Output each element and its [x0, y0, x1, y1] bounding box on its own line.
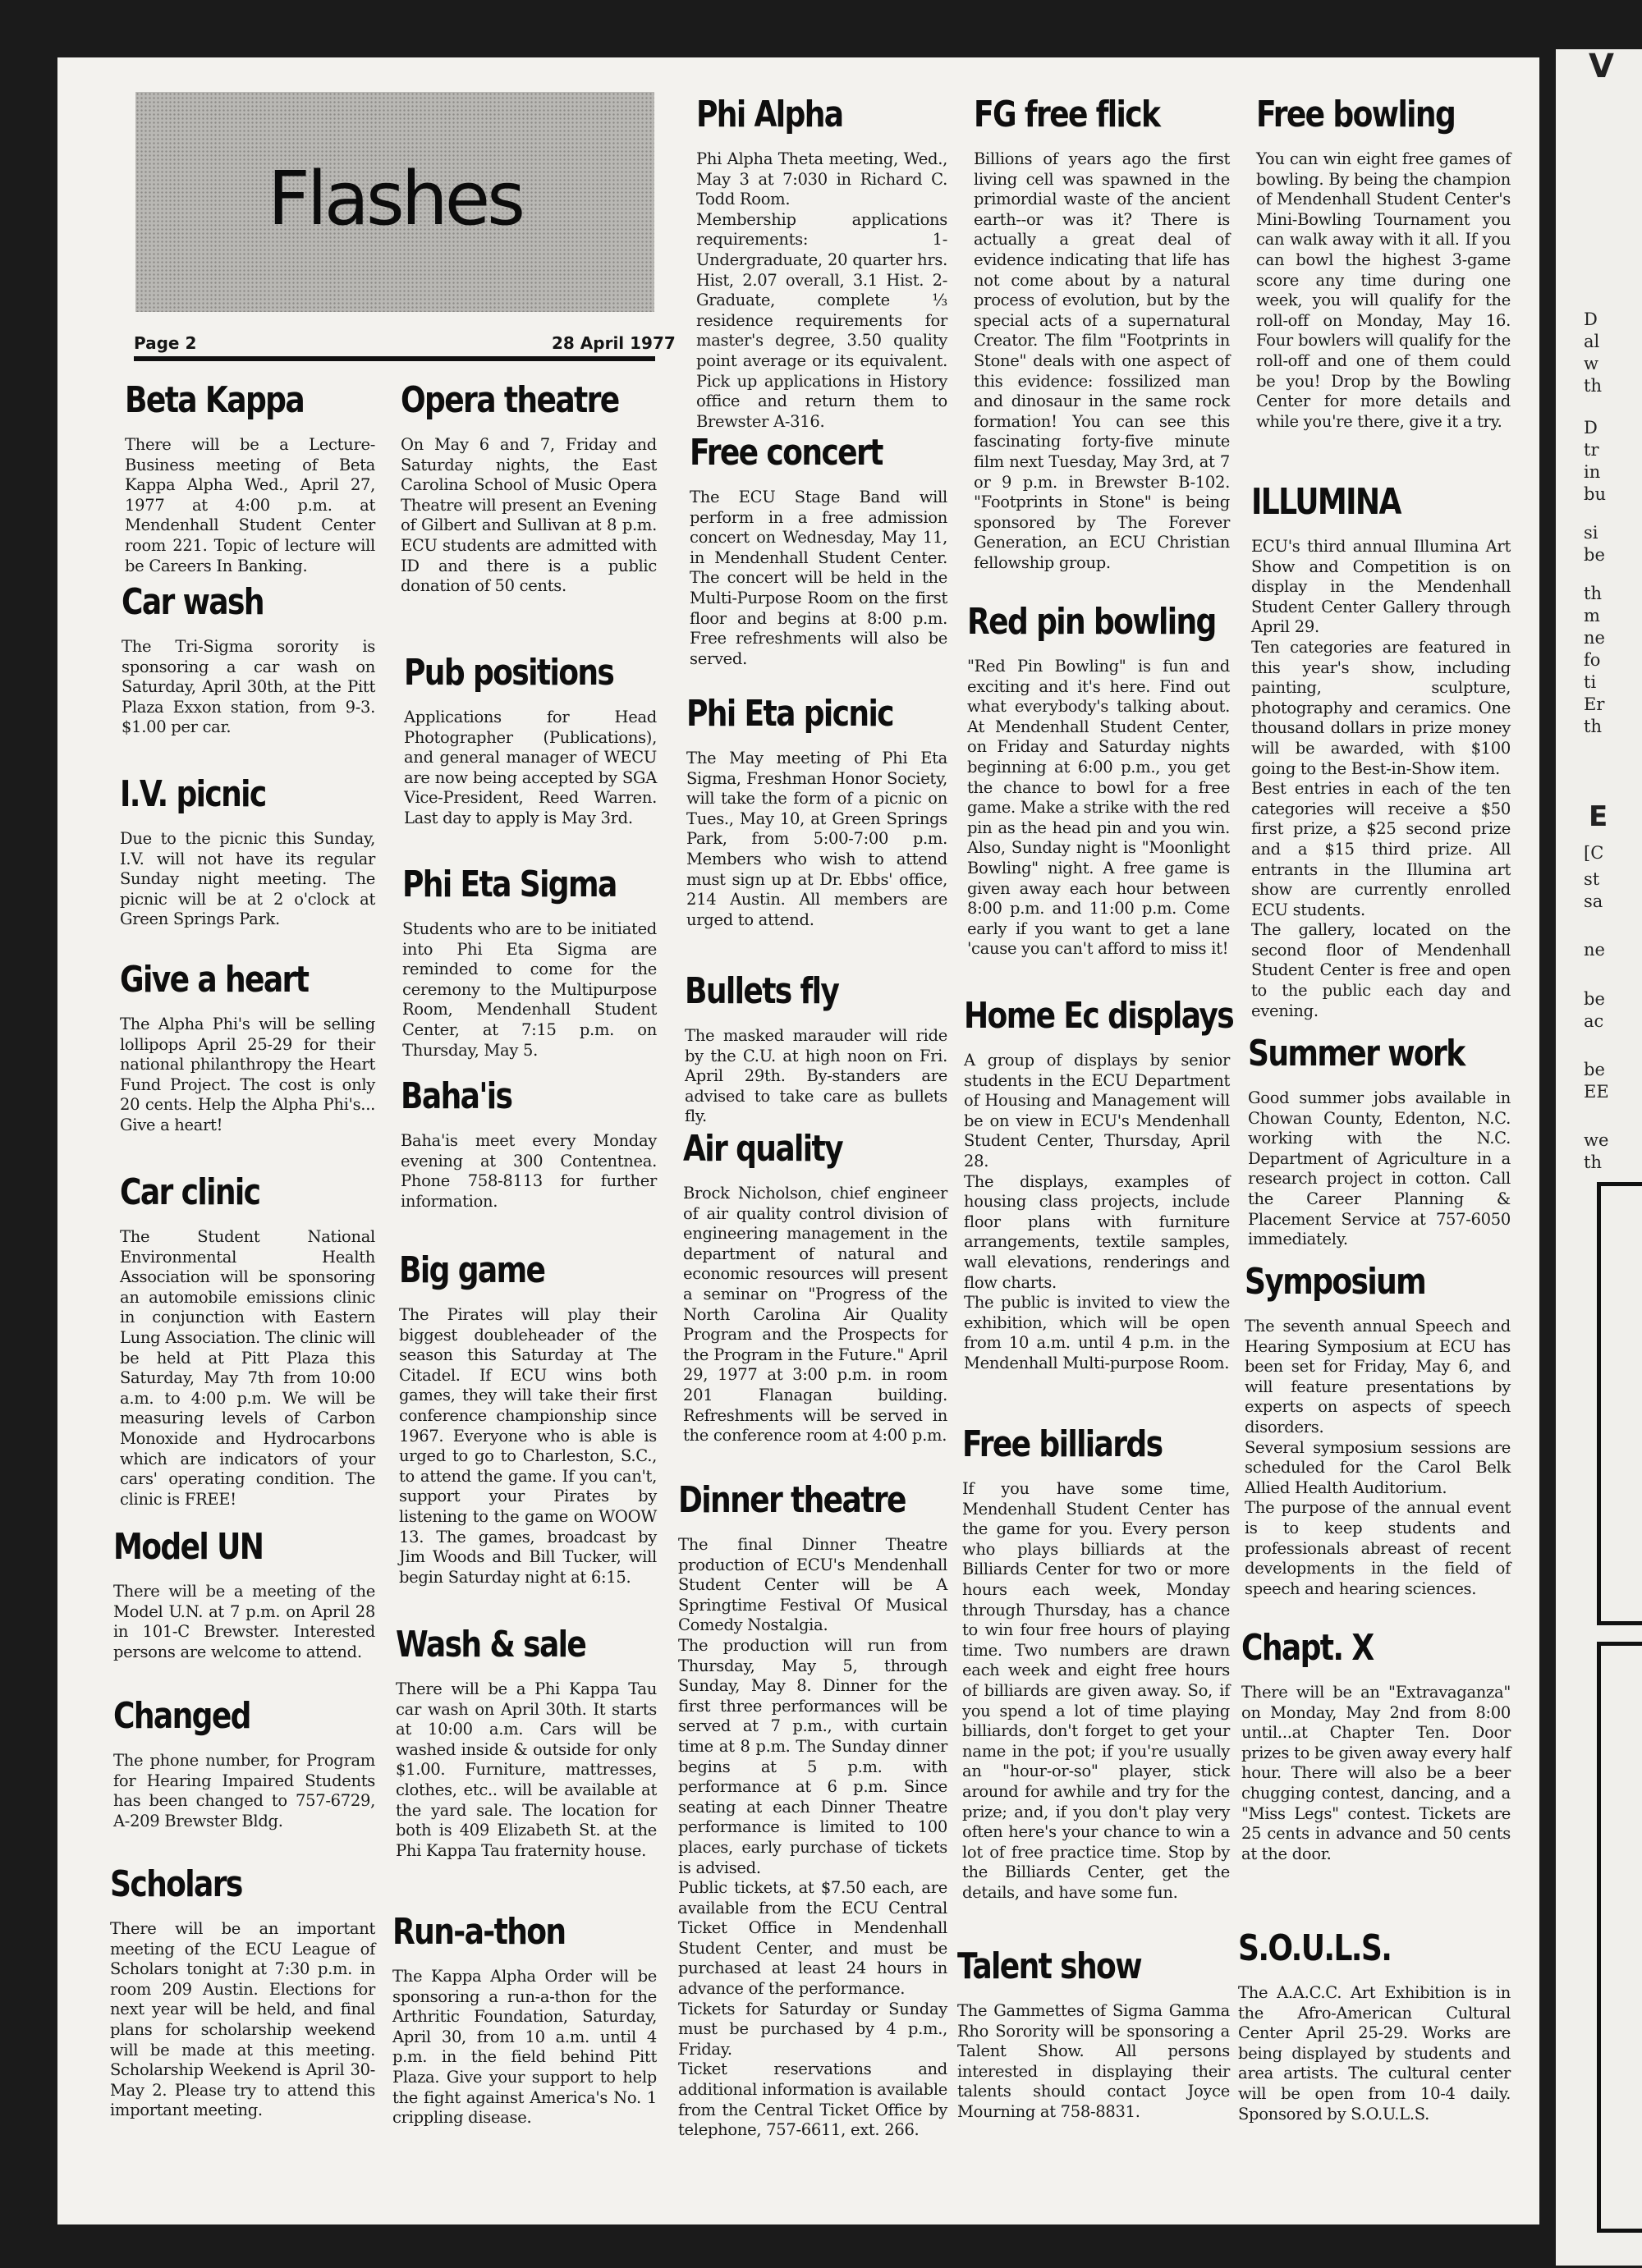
article-paragraph: There will be a meeting of the Model U.N. at 7 p.m. on April 28 in 101-C Brewster. Interested persons are welcome to attend.	[113, 1582, 375, 1661]
article-paragraph: Several symposium sessions are scheduled for the Carol Belk Allied Health Auditorium.	[1245, 1437, 1511, 1497]
article-paragraph: The production will run from Thursday, May 5, through Sunday, May 8. Dinner for the first three performances will be served at 7 p.m., with curtain time at 8 p.m. The Sunday dinner begins at 5 p.m. with performance at 6 p.m. Since seating at each Dinner Theatre performance is limited to 100 places, early purchase of tickets is advised.	[678, 1635, 947, 1877]
adjacent-frag: we	[1584, 1130, 1609, 1150]
article-heading: Talent show	[957, 1945, 1141, 1987]
article-heading: Pub positions	[404, 652, 614, 694]
article-paragraph: There will be a Lecture-Business meeting of Beta Kappa Alpha Wed., April 27, 1977 at 4:00 p.m. at Mendenhall Student Center room 221. Topic of lecture will be Careers In Banking.	[125, 435, 375, 575]
adjacent-frag: in	[1584, 462, 1601, 482]
adjacent-frag: si	[1584, 523, 1598, 543]
article-air-quality	[683, 1126, 947, 1446]
article-heading: Changed	[113, 1695, 250, 1737]
article-paragraph: The Tri-Sigma sorority is sponsoring a car wash on Saturday, April 30th, at the Pitt Plaza Exxon station, from 9-3. $1.00 per car.	[122, 637, 375, 737]
article-body	[404, 708, 657, 829]
article-paragraph: The Student National Environmental Health Association will be sponsoring an automobile emissions clinic in conjunction with Eastern Lung Association. The clinic will be held at Pitt Plaza this Saturday, May 7th from 10:00 a.m. to 4:00 p.m. We will be measuring levels of Carbon Monoxide and Hydrocarbons which are indicators of your cars' operating condition. The clinic is FREE!	[120, 1227, 375, 1509]
article-bullets-fly	[685, 969, 947, 1127]
adjacent-frag: tr	[1584, 440, 1599, 460]
article-heading: S.O.U.L.S.	[1238, 1927, 1392, 1969]
article-dinner-theatre	[678, 1478, 947, 2141]
article-heading: Scholars	[110, 1863, 242, 1905]
adjacent-frag: ne	[1584, 628, 1605, 648]
article-body	[392, 1967, 657, 2128]
article-body	[678, 1535, 947, 2141]
adjacent-frag: th	[1584, 717, 1602, 736]
article-heading: Symposium	[1245, 1261, 1426, 1303]
adjacent-frag: be	[1584, 989, 1605, 1009]
adjacent-frag: w	[1584, 354, 1598, 373]
article-body	[962, 1479, 1230, 1903]
article-paragraph: The public is invited to view the exhibition, which will be open from 10 a.m. until 4 p.m. in the Mendenhall Multi-purpose Room.	[964, 1293, 1230, 1372]
article-paragraph: The Alpha Phi's will be selling lollipops April 25-29 for their national philanthropy the Heart Fund Project. The cost is only 20 cents. Help the Alpha Phi's... Give a heart!	[120, 1015, 375, 1134]
article-body	[113, 1582, 375, 1662]
article-give-a-heart	[120, 957, 375, 1136]
article-paragraph: There will be an "Extravaganza" on Monday, May 2nd from 8:00 until...at Chapter Ten. Door prizes to be given away every half hour. There will also be a beer chugging contest, dancing, and a "Miss Legs" contest. Tickets are 25 cents in advance and 50 cents at the door.	[1241, 1683, 1511, 1863]
adjacent-frag: ac	[1584, 1011, 1604, 1031]
article-heading: Dinner theatre	[678, 1479, 906, 1521]
article-body	[120, 1227, 375, 1510]
article-body	[1256, 149, 1511, 432]
article-paragraph: ECU's third annual Illumina Art Show and Competition is on display in the Mendenhall Student Center Gallery through April 29.	[1251, 537, 1511, 637]
article-heading: Home Ec displays	[964, 995, 1234, 1037]
page-number: Page 2	[134, 333, 197, 353]
article-free-concert	[690, 430, 947, 669]
article-car-clinic	[120, 1170, 375, 1510]
article-paragraph: The phone number, for Program for Hearing Impaired Students has been changed to 757-6729, A-209 Brewster Bldg.	[113, 1751, 375, 1830]
article-body	[683, 1184, 947, 1446]
article-heading: Beta Kappa	[125, 379, 305, 421]
article-opera-theatre	[401, 378, 657, 597]
article-paragraph: "Red Pin Bowling" is fun and exciting and it's here. Find out what everybody's talking about. At Mendenhall Student Center, on Friday and Saturday nights beginning at 6:00 p.m., you get the chance to bowl for a free game. Make a strike with the red pin as the head pin and you win. Also, Sunday night is "Moonlight Bowling" night. A free game is given away each hour between 8:00 p.m. and 11:00 p.m. Come early if you want to get a lane 'cause you can't afford to miss it!	[967, 657, 1230, 959]
article-paragraph: The seventh annual Speech and Hearing Symposium at ECU has been set for Friday, May 6, and will feature presentations by experts on aspects of speech disorders.	[1245, 1317, 1511, 1436]
adjacent-frag: [C	[1584, 843, 1604, 863]
article-bahais	[401, 1074, 657, 1212]
article-paragraph: Billions of years ago the first living cell was spawned in the primordial waste of the ancient earth--or was it? There is actually a great deal of evidence indicating that life has not come about by a natural process of evolution, but by the special acts of a supernatural Creator. The film "Footprints in Stone" deals with one aspect of this evidence: fossilized man and dinosaur in the same rock formation! You can see this fascinating forty-five minute film next Tuesday, May 3rd, at 7 or 9 p.m. in Brewster B-102. "Footprints in Stone" is being sponsored by The Forever Generation, an ECU Christian fellowship group.	[974, 149, 1230, 572]
article-body	[399, 1305, 657, 1588]
adjacent-box	[1597, 1642, 1642, 2233]
article-paragraph: Best entries in each of the ten categories will receive a $50 first prize, a $25 second prize and a $15 third prize. All entrants in the Illumina art show are currently enrolled ECU students.	[1251, 779, 1511, 919]
article-phi-alpha	[696, 92, 947, 432]
article-body	[401, 435, 657, 597]
article-model-un	[113, 1524, 375, 1662]
article-heading: Give a heart	[120, 959, 309, 1001]
article-body	[696, 149, 947, 432]
adjacent-frag: be	[1584, 1060, 1605, 1079]
article-paragraph: The ECU Stage Band will perform in a free admission concert on Wednesday, May 11, in Mendenhall Student Center. The concert will be held in the Multi-Purpose Room on the first floor and begins at 8:00 p.m. Free refreshments will also be served.	[690, 488, 947, 668]
article-heading: Phi Eta picnic	[686, 693, 893, 735]
article-changed	[113, 1693, 375, 1831]
article-paragraph: The masked marauder will ride by the C.U. at high noon on Fri. April 29th. By-standers are advised to take care as bullets fly.	[685, 1026, 947, 1126]
article-car-wash	[122, 580, 375, 738]
issue-date: 28 April 1977	[552, 333, 676, 353]
adjacent-frag: th	[1584, 1152, 1602, 1172]
article-heading: FG free flick	[974, 94, 1160, 135]
article-paragraph: Membership applications requirements: 1- Undergraduate, 20 quarter hrs. Hist, 2.07 overall, 3.1 Hist. 2-Graduate, complete ⅓ residence requirements for master's degree, 3.50 quality point average or its equivalent. Pick up applications in History office and return them to Brewster A-316.	[696, 209, 947, 431]
article-heading: I.V. picnic	[120, 773, 266, 815]
article-paragraph: The Gammettes of Sigma Gamma Rho Sorority will be sponsoring a Talent Show. All persons interested in displaying their talents should contact Joyce Mourning at 758-8831.	[957, 2001, 1230, 2121]
article-paragraph: The purpose of the annual event is to keep students and professionals abreast of recent developments in the field of speech and hearing sciences.	[1245, 1498, 1511, 1598]
article-heading: Summer work	[1248, 1033, 1465, 1074]
article-paragraph: On May 6 and 7, Friday and Saturday nights, the East Carolina School of Music Opera Theatre will present an Evening of Gilbert and Sullivan at 8 p.m. ECU students are admitted with ID and there is a public donation of 50 cents.	[401, 435, 657, 596]
article-symposium	[1245, 1259, 1511, 1599]
article-body	[957, 2001, 1230, 2123]
adjacent-frag: st	[1584, 869, 1600, 889]
article-heading: Model UN	[113, 1526, 264, 1568]
article-paragraph: Ticket reservations and additional information is available from the Central Ticket Office by telephone, 757-6611, ext. 266.	[678, 2060, 947, 2140]
article-phi-eta-sigma	[402, 862, 657, 1061]
article-paragraph: The displays, examples of housing class projects, include floor plans with furniture arrangements, textile samples, wall elevations, renderings and flow charts.	[964, 1171, 1230, 1292]
article-paragraph: Due to the picnic this Sunday, I.V. will not have its regular Sunday night meeting. The picnic will be at 2 o'clock at Green Springs Park.	[120, 829, 375, 929]
article-heading: Air quality	[683, 1128, 842, 1170]
article-pub-positions	[404, 650, 657, 829]
article-paragraph: If you have some time, Mendenhall Student Center has the game for you. Every person who plays billiards at the Billiards Center for two or more hours each week, Monday through Thursday, has a chance to win four free hours of playing time. Two numbers are drawn each week and eight free hours of billiards are given away. So, if you spend a lot of time playing billiards, don't forget to get your name in the pot; if you're usually an "hour-or-so" player, stick around for awhile and try for the prize; and, if you don't play very often here's your chance to win a lot of free practice time. Stop by the Billiards Center, get the details, and have some fun.	[962, 1479, 1230, 1902]
article-big-game	[399, 1248, 657, 1588]
adjacent-frag: E	[1589, 800, 1608, 833]
article-body	[967, 657, 1230, 960]
article-body	[120, 829, 375, 930]
article-summer-work	[1248, 1031, 1511, 1250]
article-paragraph: A group of displays by senior students in the ECU Department of Housing and Management will be on view in ECU's Mendenhall Student Center, Thursday, April 28.	[964, 1051, 1230, 1171]
article-heading: Car wash	[122, 581, 264, 623]
article-paragraph: Good summer jobs available in Chowan County, Edenton, N.C. working with the N.C. Department of Agriculture in a research project in cotton. Call the Career Planning & Placement Service at 757-6050 immediately.	[1248, 1088, 1511, 1249]
article-heading: Chapt. X	[1241, 1627, 1374, 1669]
article-beta-kappa	[125, 378, 375, 576]
article-body	[120, 1015, 375, 1136]
article-fg-free-flick	[974, 92, 1230, 573]
adjacent-head: V	[1589, 49, 1614, 85]
article-heading: Free bowling	[1256, 94, 1456, 135]
article-paragraph: The Pirates will play their biggest doubleheader of the season this Saturday at The Citadel. If ECU wins both games, they will take their first conference championship since 1967. Everyone who is able is urged to go to Charleston, S.C., to attend the game. If you can't, support your Pirates by listening to the game on WOOW 13. The games, broadcast by Jim Woods and Bill Tucker, will begin Saturday night at 6:15.	[399, 1305, 657, 1587]
article-heading: Phi Eta Sigma	[402, 864, 617, 905]
article-heading: Opera theatre	[401, 379, 619, 421]
flashes-header-box	[135, 92, 654, 312]
article-paragraph: Tickets for Saturday or Sunday must be purchased by 4 p.m., Friday.	[678, 1999, 947, 2059]
article-heading: Baha'is	[401, 1075, 512, 1117]
adjacent-frag: th	[1584, 376, 1602, 396]
article-chapt-x	[1241, 1625, 1511, 1864]
adjacent-box	[1597, 1182, 1642, 1625]
adjacent-frag: D	[1584, 309, 1598, 329]
article-heading: Red pin bowling	[967, 601, 1216, 643]
article-paragraph: You can win eight free games of bowling. By being the champion of Mendenhall Student Center's Mini-Bowling Tournament you can walk away with it all. If you can bowl the highest 3-game score any time during one week, you will qualify for the roll-off on Monday, May 16. Four bowlers will qualify for the roll-off and one of them could be you! Drop by the Bowling Center for more details and while you're there, give it a try.	[1256, 149, 1511, 431]
article-wash-sale	[396, 1622, 657, 1861]
adjacent-frag: al	[1584, 332, 1600, 351]
article-heading: Free billiards	[962, 1423, 1163, 1465]
adjacent-frag: Er	[1584, 694, 1605, 714]
article-heading: Free concert	[690, 432, 883, 474]
adjacent-frag: sa	[1584, 891, 1603, 911]
adjacent-page-strip	[1556, 49, 1642, 2266]
article-body	[125, 435, 375, 576]
article-body	[396, 1679, 657, 1861]
article-paragraph: The May meeting of Phi Eta Sigma, Freshman Honor Society, will take the form of a picnic on Tues., May 10, at Green Springs Park, from 5:00-7:00 p.m. Members who wish to attend must sign up at Dr. Ebbs' office, 214 Austin. All members are urged to attend.	[686, 749, 947, 929]
adjacent-frag: ne	[1584, 940, 1605, 960]
article-body	[1238, 1983, 1511, 2124]
article-phi-eta-picnic	[686, 691, 947, 930]
article-paragraph: The Kappa Alpha Order will be sponsoring a run-a-thon for the Arthritic Foundation, Saturday, April 30, from 10 a.m. until 4 p.m. in the field behind Pitt Plaza. Give your support to help the fight against America's No. 1 crippling disease.	[392, 1967, 657, 2128]
article-paragraph: Public tickets, at $7.50 each, are available from the ECU Central Ticket Office in Mendenhall Student Center, and must be purchased at least 24 hours in advance of the performance.	[678, 1878, 947, 1999]
adjacent-frag: ti	[1584, 672, 1597, 692]
article-paragraph: Applications for Head Photographer (Publications), and general manager of WECU are now being accepted by SGA Vice-President, Reed Warren. Last day to apply is May 3rd.	[404, 708, 657, 827]
article-scholars	[110, 1862, 375, 2121]
article-paragraph: There will be a Phi Kappa Tau car wash on April 30th. It starts at 10:00 a.m. Cars will be washed inside & outside for only $1.00. Furniture, mattresses, clothes, etc.. will be available at the yard sale. The location for both is 409 Elizabeth St. at the Phi Kappa Tau fraternity house.	[396, 1679, 657, 1860]
article-talent-show	[957, 1944, 1230, 2123]
article-body	[690, 488, 947, 669]
adjacent-frag: EE	[1584, 1082, 1609, 1102]
article-body	[401, 1131, 657, 1212]
article-body	[964, 1051, 1230, 1374]
adjacent-frag: be	[1584, 545, 1605, 565]
article-heading: Phi Alpha	[696, 94, 843, 135]
article-body	[686, 749, 947, 930]
article-free-bowling	[1256, 92, 1511, 432]
article-paragraph: The gallery, located on the second floor of Mendenhall Student Center is free and open to the public each day and evening.	[1251, 920, 1511, 1020]
article-paragraph: Phi Alpha Theta meeting, Wed., May 3 at 7:030 in Richard C. Todd Room.	[696, 149, 947, 209]
article-body	[1251, 537, 1511, 1021]
article-paragraph: The A.A.C.C. Art Exhibition is in the Afro-American Cultural Center April 25-29. Works are being displayed by students and area artists. The cultural center will be open from 10-4 daily. Sponsored by S.O.U.L.S.	[1238, 1983, 1511, 2124]
article-red-pin-bowling	[967, 599, 1230, 960]
article-heading: Car clinic	[120, 1171, 260, 1213]
article-heading: Big game	[399, 1249, 545, 1291]
article-illumina	[1251, 479, 1511, 1021]
article-paragraph: Ten categories are featured in this year's show, including painting, sculpture, photography and ceramics. One thousand dollars in prize money will be awarded, with $100 going to the Best-in-Show item.	[1251, 637, 1511, 778]
article-body	[1245, 1317, 1511, 1599]
article-body	[122, 637, 375, 738]
article-home-ec-displays	[964, 993, 1234, 1374]
article-souls	[1238, 1926, 1511, 2124]
article-body	[402, 919, 657, 1061]
adjacent-frag: m	[1584, 606, 1600, 625]
header-rule	[134, 356, 655, 361]
section-title: Flashes	[267, 156, 523, 242]
article-paragraph: Students who are to be initiated into Phi Eta Sigma are reminded to come for the ceremony to the Multipurpose Room, Mendenhall Student Center, at 7:15 p.m. on Thursday, May 5.	[402, 919, 657, 1060]
article-body	[110, 1919, 375, 2121]
article-iv-picnic	[120, 772, 375, 930]
article-run-a-thon	[392, 1909, 657, 2128]
article-body	[113, 1751, 375, 1831]
adjacent-frag: bu	[1584, 484, 1606, 504]
article-heading: Bullets fly	[685, 970, 839, 1012]
article-paragraph: Baha'is meet every Monday evening at 300 Contentnea. Phone 758-8113 for further information.	[401, 1131, 657, 1211]
adjacent-frag: fo	[1584, 650, 1601, 670]
article-body	[1241, 1683, 1511, 1864]
adjacent-frag: D	[1584, 418, 1598, 438]
article-body	[1248, 1088, 1511, 1250]
article-body	[685, 1026, 947, 1127]
article-free-billiards	[962, 1422, 1230, 1903]
article-body	[974, 149, 1230, 573]
article-heading: ILLUMINA	[1251, 481, 1401, 523]
article-heading: Wash & sale	[396, 1624, 586, 1665]
article-paragraph: The final Dinner Theatre production of ECU's Mendenhall Student Center will be A Springtime Festival Of Musical Comedy Nostalgia.	[678, 1535, 947, 1635]
adjacent-frag: th	[1584, 584, 1602, 603]
article-paragraph: There will be an important meeting of the ECU League of Scholars tonight at 7:30 p.m. in room 209 Austin. Elections for next year will be held, and final plans for scholarship weekend will be made at this meeting. Scholarship Weekend is April 30-May 2. Please try to attend this important meeting.	[110, 1919, 375, 2120]
article-paragraph: Brock Nicholson, chief engineer of air quality control division of engineering management in the department of natural and economic resources will present a seminar on "Progress of the North Carolina Air Quality Program and the Prospects for the Program in the Future." April 29, 1977 at 3:00 p.m. in room 201 Flanagan building. Refreshments will be served in the conference room at 4:00 p.m.	[683, 1184, 947, 1446]
article-heading: Run-a-thon	[392, 1911, 566, 1953]
